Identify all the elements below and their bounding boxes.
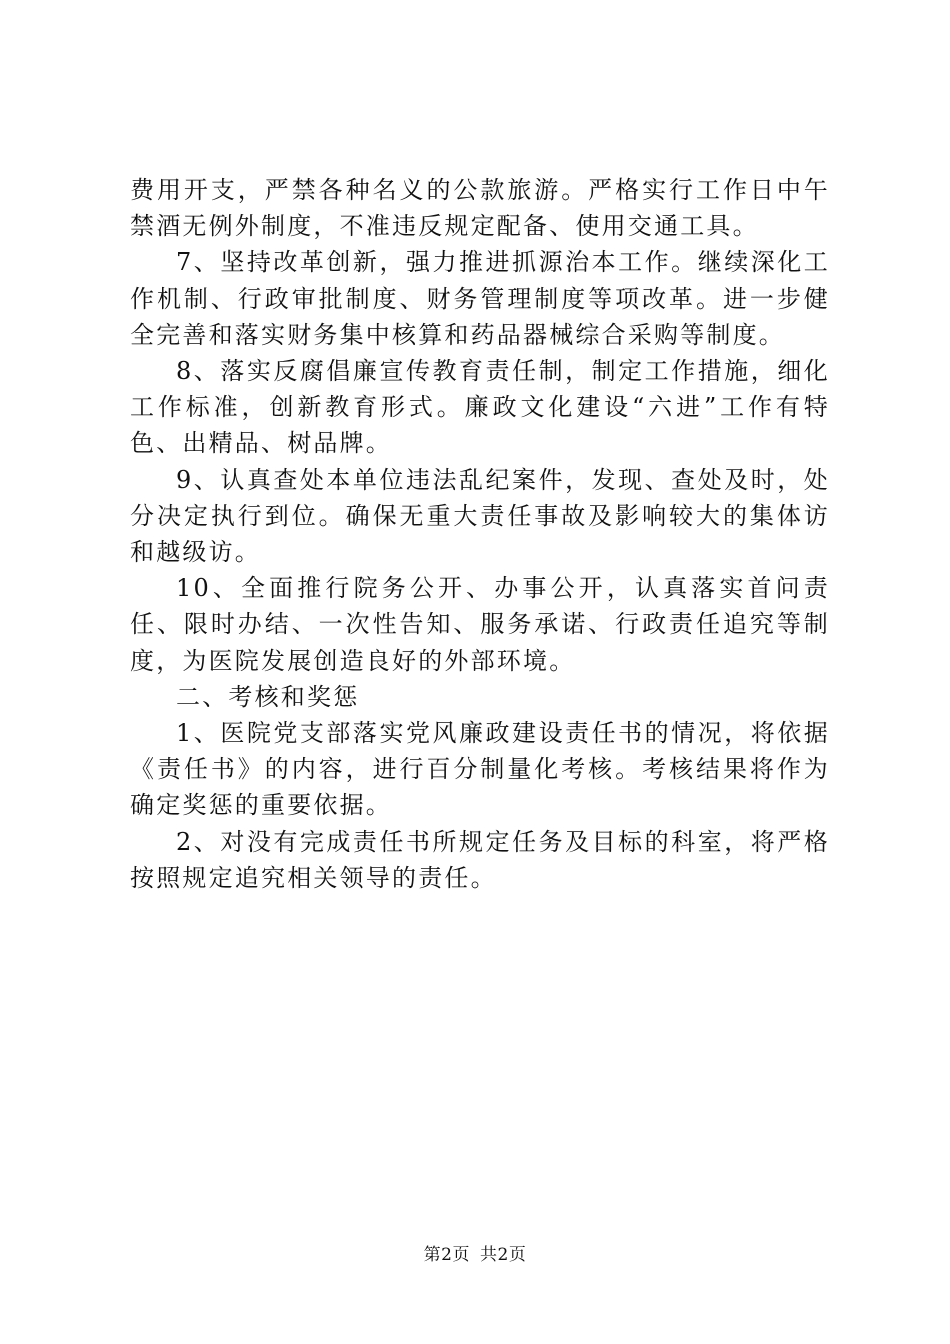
- page-total: 共2页: [480, 1245, 527, 1265]
- page-footer: [0, 1243, 950, 1267]
- paragraph-continuation: 费用开支，严禁各种名义的公款旅游。严格实行工作日中午禁酒无例外制度，不准违反规定配备、使用交通工具。: [130, 176, 830, 241]
- paragraph-item-10: 10、全面推行院务公开、办事公开，认真落实首问责任、限时办结、一次性告知、服务承诺、行政责任追究等制度，为医院发展创造良好的外部环境。: [130, 574, 830, 675]
- document-body: [130, 172, 830, 896]
- section-heading-assessment: 二、考核和奖惩: [176, 682, 360, 711]
- paragraph-item-9: 9、认真查处本单位违法乱纪案件，发现、查处及时，处分决定执行到位。确保无重大责任事故及影响较大的集体访和越级访。: [130, 465, 830, 567]
- paragraph-assessment-1: 1、医院党支部落实党风廉政建设责任书的情况，将依据《责任书》的内容，进行百分制量化考核。考核结果将作为确定奖惩的重要依据。: [130, 719, 830, 820]
- page-number: 第2页: [423, 1245, 470, 1265]
- paragraph-assessment-2: 2、对没有完成责任书所规定任务及目标的科室，将严格按照规定追究相关领导的责任。: [130, 827, 830, 892]
- paragraph-item-7: 7、坚持改革创新，强力推进抓源治本工作。继续深化工作机制、行政审批制度、财务管理制度等项改革。进一步健全完善和落实财务集中核算和药品器械综合采购等制度。: [130, 248, 830, 349]
- paragraph-item-8: 8、落实反腐倡廉宣传教育责任制，制定工作措施，细化工作标准，创新教育形式。廉政文化建设“六进”工作有特色、出精品、树品牌。: [130, 357, 830, 458]
